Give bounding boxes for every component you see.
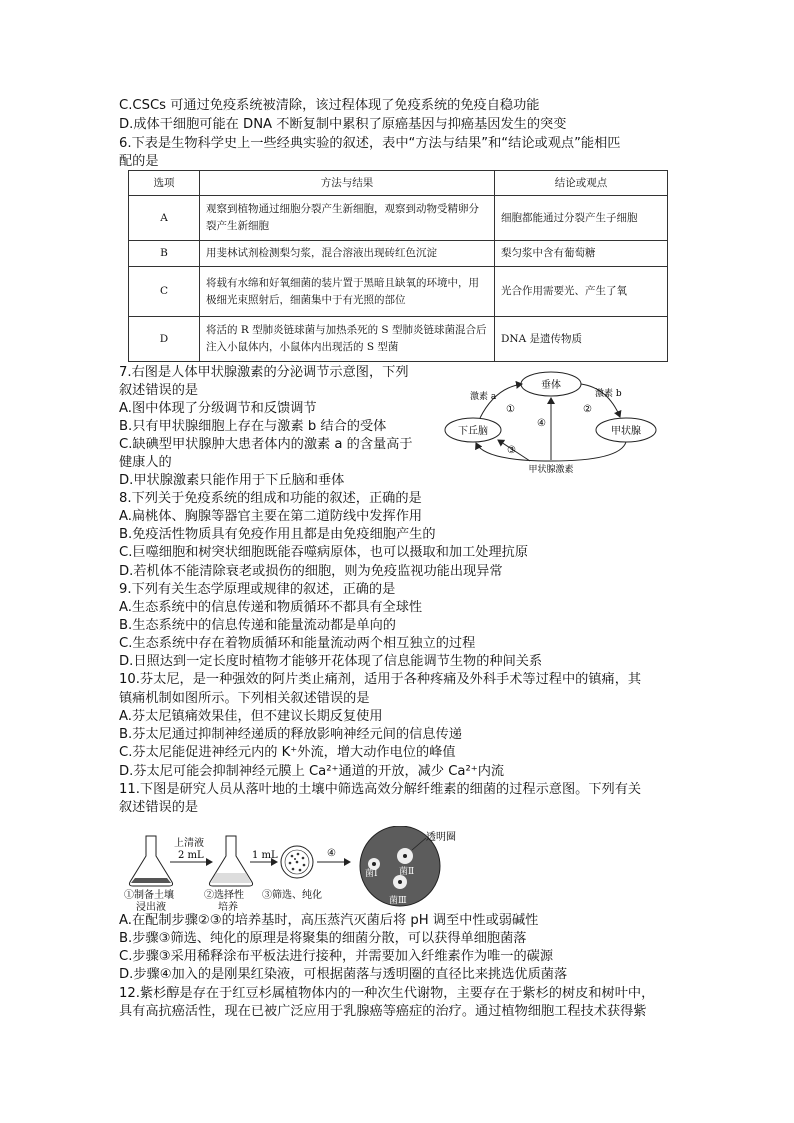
step-1-label-b: 浸出液 [136,902,166,912]
table-cell: D [129,317,200,362]
step-2-label-b: 培养 [218,902,238,912]
table-cell: 细胞都能通过分裂产生子细胞 [495,196,668,241]
q10-option-b: B.芬太尼通过抑制神经递质的释放影响神经元间的信息传递 [119,727,462,742]
q11-stem-line2: 叙述错误的是 [119,800,199,815]
hormone-b-label: 激素 b [595,389,622,399]
q10-stem-line2: 镇痛机制如图所示。下列相关叙述错误的是 [119,691,370,706]
bacteria-1-label: 菌Ⅰ [365,869,378,879]
step-3-label: ③ [507,445,516,456]
q11-option-b: B.步骤③筛选、纯化的原理是将聚集的细菌分散，可以获得单细胞菌落 [119,931,527,946]
q9-option-d: D.日照达到一定长度时植物才能够开花体现了信息能调节生物的种间关系 [119,654,543,669]
table-cell: B [129,241,200,267]
q7-option-c: C.缺碘型甲状腺肿大患者体内的激素 a 的含量高于 [119,437,413,452]
table-cell: 将活的 R 型肺炎链球菌与加热杀死的 S 型肺炎链球菌混合后注入小鼠体内，小鼠体内出现活的 S 型菌 [200,317,495,362]
culture-liquid [211,873,251,883]
step-2-label: ② [583,404,592,415]
bacteria-3-label: 菌Ⅲ [389,896,407,906]
step-1-label-a: ①制备土壤 [124,890,174,901]
table-header: 选项 [129,171,200,196]
q7-option-c-cont: 健康人的 [119,455,172,470]
table-cell: A [129,196,200,241]
q12-stem-line1: 12.紫杉醇是存在于红豆杉属植物体内的一种次生代谢物，主要存在于紫杉的树皮和树叶中， [119,986,655,1001]
hormone-a-label: 激素 a [470,392,497,402]
q6-stem-line1: 6.下表是生物科学史上一些经典实验的叙述，表中“方法与结果”和“结论或观点”能相匹 [119,136,621,151]
table-cell: DNA 是遗传物质 [495,317,668,362]
q9-stem: 9.下列有关生态学原理或规律的叙述，正确的是 [119,582,396,597]
table-header: 结论或观点 [495,171,668,196]
q8-option-c: C.巨噬细胞和树突状细胞既能吞噬病原体，也可以摄取和加工处理抗原 [119,545,529,560]
step-3-label: ③筛选、纯化 [262,890,322,901]
q10-option-a: A.芬太尼镇痛效果佳，但不建议长期反复使用 [119,709,383,724]
thyroid-label: 甲状腺 [611,426,641,437]
soil-sediment [131,878,171,883]
q8-option-b: B.免疫活性物质具有免疫作用且都是由免疫细胞产生的 [119,527,436,542]
q11-stem-line1: 11.下图是研究人员从落叶地的土壤中筛选高效分解纤维素的细菌的过程示意图。下列有关 [119,782,642,797]
q7-option-a: A.图中体现了分级调节和反馈调节 [119,401,317,416]
q10-option-c: C.芬太尼能促进神经元内的 K⁺外流，增大动作电位的峰值 [119,745,456,760]
supernatant-label: 上清液 [174,838,204,849]
q6-stem-line2: 配的是 [119,154,159,169]
table-row [129,241,668,267]
table-row [129,196,668,241]
q10-stem-line1: 10.芬太尼，是一种强效的阿片类止痛剂，适用于各种疼痛及外科手术等过程中的镇痛，其 [119,672,642,687]
q9-option-b: B.生态系统中的信息传递和能量流动都是单向的 [119,618,396,633]
q7-stem-line2: 叙述错误的是 [119,383,199,398]
q11-option-d: D.步骤④加入的是刚果红染液，可根据菌落与透明圈的直径比来挑选优质菌落 [119,967,568,982]
experiment-table [128,170,668,362]
pituitary-label: 垂体 [541,380,561,391]
q10-option-d: D.芬太尼可能会抑制神经元膜上 Ca²⁺通道的开放，减少 Ca²⁺内流 [119,764,505,779]
thyroid-regulation-diagram [440,366,680,476]
q11-option-a: A.在配制步骤②③的培养基时，高压蒸汽灭菌后将 pH 调至中性或弱碱性 [119,913,539,928]
q7-option-b: B.只有甲状腺细胞上存在与激素 b 结合的受体 [119,419,387,434]
table-cell: 观察到植物通过细胞分裂产生新细胞，观察到动物受精卵分裂产生新细胞 [200,196,495,241]
table-cell: 梨匀浆中含有葡萄糖 [495,241,668,267]
table-cell: C [129,267,200,317]
q8-option-a: A.扁桃体、胸腺等器官主要在第二道防线中发挥作用 [119,509,423,524]
step-4-label: ④ [327,848,336,859]
table-cell: 将载有水绵和好氧细菌的装片置于黑暗且缺氧的环境中，用极细光束照射后，细菌集中于有光照的部位 [200,267,495,317]
q5-option-d: D.成体干细胞可能在 DNA 不断复制中累积了原癌基因与抑癌基因发生的突变 [119,117,567,132]
hypothalamus-label: 下丘脑 [458,426,488,437]
q12-stem-line2: 具有高抗癌活性，现在已被广泛应用于乳腺癌等癌症的治疗。通过植物细胞工程技术获得紫 [119,1004,647,1019]
table-header: 方法与结果 [200,171,495,196]
q7-stem-line1: 7.右图是人体甲状腺激素的分泌调节示意图，下列 [119,365,409,380]
table-row [129,267,668,317]
bacteria-2-label: 菌Ⅱ [399,867,415,877]
step-4-label: ④ [537,418,546,429]
q7-option-d: D.甲状腺激素只能作用于下丘脑和垂体 [119,473,345,488]
bacteria-screening-diagram [122,826,462,912]
step-2-label-a: ②选择性 [204,890,244,901]
step-1-label: ① [506,404,515,415]
q11-option-c: C.步骤③采用稀释涂布平板法进行接种，并需要加入纤维素作为唯一的碳源 [119,949,554,964]
table-cell: 用斐林试剂检测梨匀浆，混合溶液出现砖红色沉淀 [200,241,495,267]
thyroxine-label: 甲状腺激素 [528,465,574,475]
q9-option-a: A.生态系统中的信息传递和物质循环不都具有全球性 [119,600,423,615]
table-header-row [129,171,668,196]
q9-option-c: C.生态系统中存在着物质循环和能量流动两个相互独立的过程 [119,636,476,651]
table-row [129,317,668,362]
q8-stem: 8.下列关于免疫系统的组成和功能的叙述，正确的是 [119,491,422,506]
table-cell: 光合作用需要光、产生了氧 [495,267,668,317]
q5-option-c: C.CSCs 可通过免疫系统被清除，该过程体现了免疫系统的免疫自稳功能 [119,98,540,113]
volume-1ml-label: 1 mL [252,850,278,861]
halo-label: 透明圈 [426,832,456,843]
q8-option-d: D.若机体不能清除衰老或损伤的细胞，则为免疫监视功能出现异常 [119,564,503,579]
volume-2ml-label: 2 mL [178,850,204,861]
